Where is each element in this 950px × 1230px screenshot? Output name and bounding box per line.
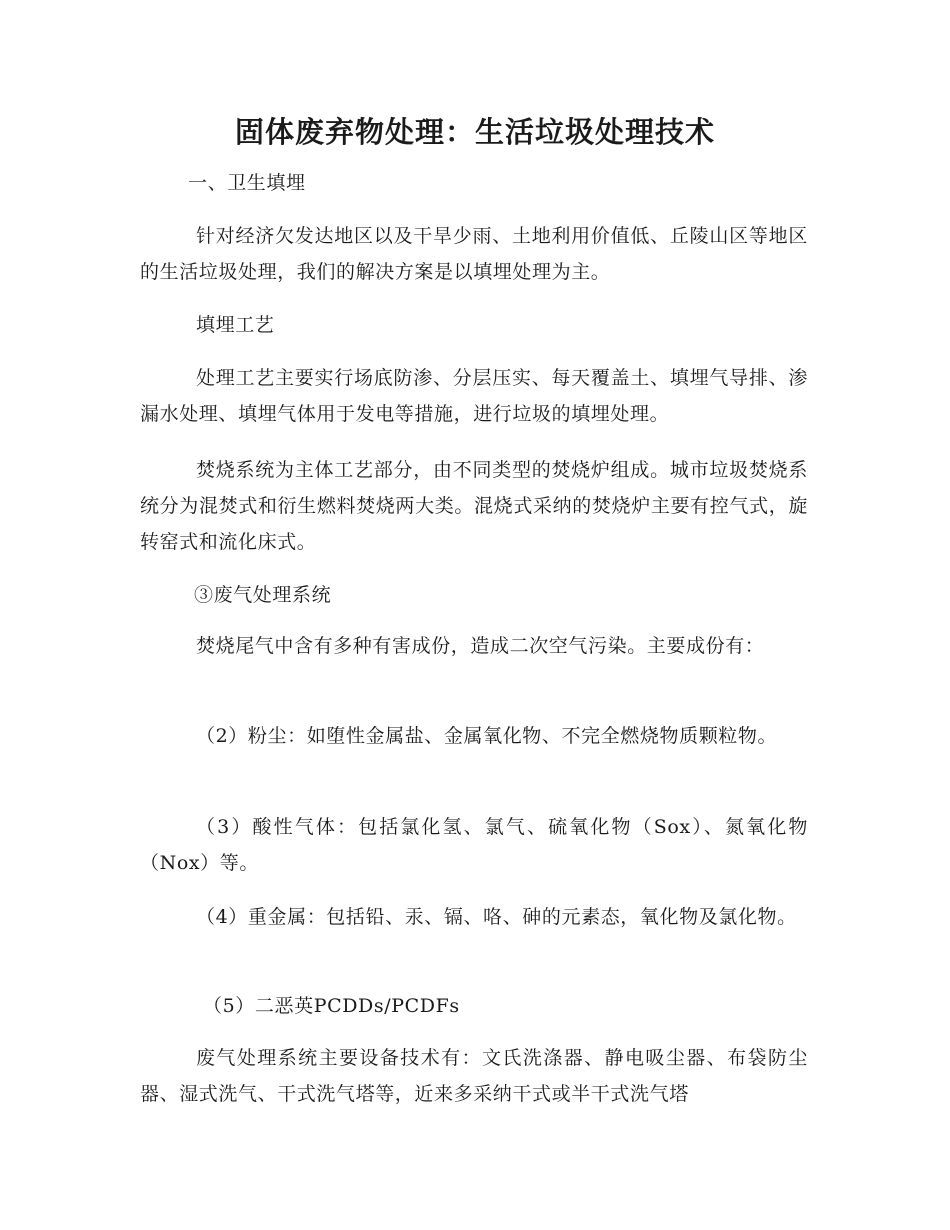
- subheading-exhaust-gas-system: ③废气处理系统: [194, 584, 332, 606]
- list-item-dust: （2）粉尘：如堕性金属盐、金属氧化物、不完全燃烧物质颗粒物。: [196, 725, 778, 747]
- list-item-heavy-metals: （4）重金属：包括铅、汞、镉、咯、砷的元素态，氧化物及氯化物。: [196, 906, 797, 928]
- paragraph-landfill-intro: 针对经济欠发达地区以及干旱少雨、土地利用价值低、丘陵山区等地区的生活垃圾处理，我们的解决方案是以填埋处理为主。: [140, 225, 808, 283]
- subheading-landfill-process: 填埋工艺: [196, 314, 275, 336]
- paragraph-incineration-system: 焚烧系统为主体工艺部分，由不同类型的焚烧炉组成。城市垃圾焚烧系统分为混焚式和衍生燃料焚烧两大类。混烧式采纳的焚烧炉主要有控气式，旋转窑式和流化床式。: [140, 459, 808, 553]
- list-item-dioxins: （5）二恶英PCDDs/PCDFs: [203, 995, 460, 1017]
- section-heading-sanitary-landfill: 一、卫生填埋: [188, 172, 306, 194]
- paragraph-gas-treatment-equipment: 废气处理系统主要设备技术有：文氏洗涤器、静电吸尘器、布袋防尘器、湿式洗气、干式洗气塔等，近来多采纳干式或半干式洗气塔: [140, 1047, 808, 1105]
- paragraph-exhaust-components: 焚烧尾气中含有多种有害成份，造成二次空气污染。主要成份有：: [196, 635, 765, 657]
- list-item-acid-gas: （3）酸性气体：包括氯化氢、氯气、硫氧化物（Sox）、氮氧化物（Nox）等。: [140, 816, 808, 874]
- paragraph-landfill-process: 处理工艺主要实行场底防渗、分层压实、每天覆盖土、填埋气导排、渗漏水处理、填埋气体用于发电等措施，进行垃圾的填埋处理。: [140, 367, 808, 425]
- document-title: 固体废弃物处理：生活垃圾处理技术: [234, 115, 715, 149]
